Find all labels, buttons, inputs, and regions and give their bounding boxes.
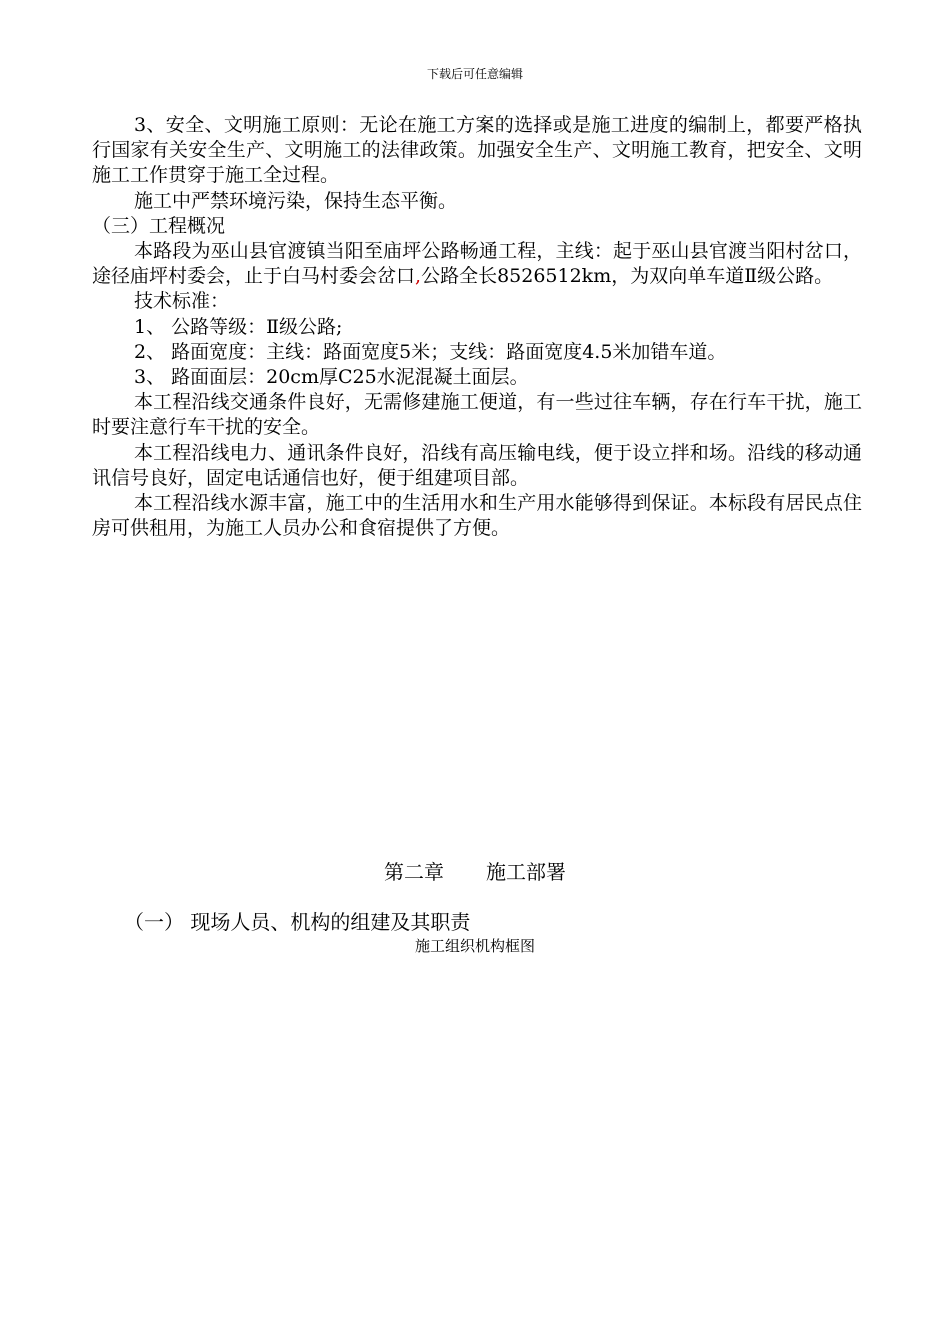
chapter-number: 第二章 [384, 860, 444, 884]
body-text [92, 113, 862, 541]
paragraph-safety-principle: 3、安全、文明施工原则：无论在施工方案的选择或是施工进度的编制上，都要严格执行国家有关安全生产、文明施工的法律政策。加强安全生产、文明施工教育，把安全、文明施工工作贯穿于施工全过程。 [92, 114, 862, 187]
figure-caption: 施工组织机构框图 [414, 937, 535, 955]
road-description-part1: 本路段为巫山县官渡镇当阳至庙坪公路畅通工程，主线：起于巫山县官渡当阳村岔口，途径庙坪村委会，止于白马村委会岔口 [92, 240, 862, 288]
list-item-road-grade: 1、 公路等级：Ⅱ级公路; [134, 315, 343, 338]
subsection-heading-overview: （三）工程概况 [92, 214, 226, 237]
paragraph-road-description [92, 239, 862, 289]
paragraph-tech-standard-label: 技术标准： [134, 290, 230, 313]
chapter-title: 施工部署 [486, 860, 566, 884]
paragraph-water-housing: 本工程沿线水源丰富，施工中的生活用水和生产用水能够得到保证。本标段有居民点住房可供租用，为施工人员办公和食宿提供了方便。 [92, 492, 862, 540]
road-description-red-comma: , [415, 265, 422, 288]
list-item-road-surface: 3、 路面面层：20cm厚C25水泥混凝土面层。 [134, 366, 529, 389]
chapter-heading [0, 858, 950, 886]
page-header: 下载后可任意编辑 [426, 67, 523, 81]
list-item-road-width: 2、 路面宽度：主线：路面宽度5米；支线：路面宽度4.5米加错车道。 [134, 340, 727, 363]
paragraph-traffic: 本工程沿线交通条件良好，无需修建施工便道，有一些过往车辆，存在行车干扰，施工时要注意行车干扰的安全。 [92, 391, 862, 439]
section-heading: （一） 现场人员、机构的组建及其职责 [124, 910, 471, 934]
paragraph-power-telecom: 本工程沿线电力、通讯条件良好，沿线有高压输电线，便于设立拌和场。沿线的移动通讯信号良好，固定电话通信也好，便于组建项目部。 [92, 441, 862, 489]
road-description-part2: 公路全长8526512km，为双向单车道Ⅱ级公路。 [421, 265, 834, 288]
paragraph-environment: 施工中严禁环境污染，保持生态平衡。 [134, 189, 458, 212]
